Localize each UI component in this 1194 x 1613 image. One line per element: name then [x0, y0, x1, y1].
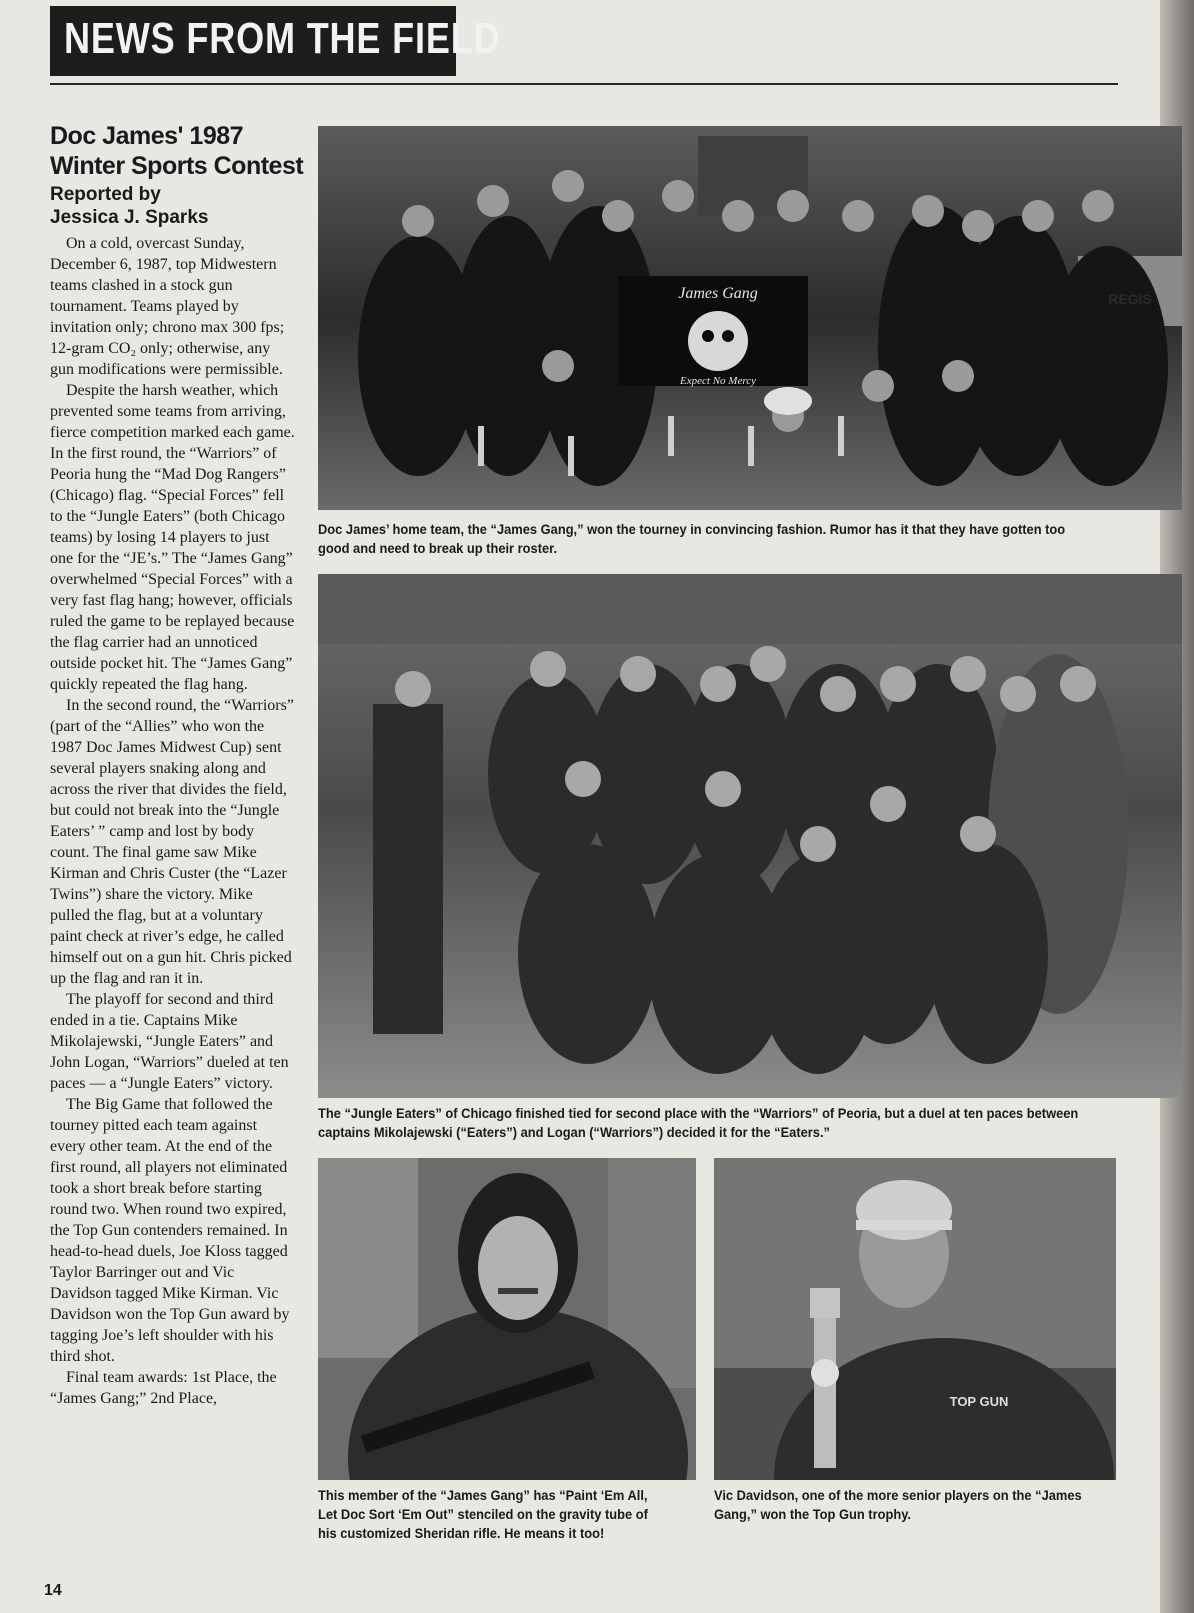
article-headline: Doc James' 1987 Winter Sports Contest — [50, 122, 304, 180]
photo-james-gang-member — [318, 1158, 696, 1480]
header-rule — [50, 83, 1118, 85]
banner-text: James Gang — [678, 285, 758, 302]
page-number: 14 — [44, 1582, 62, 1599]
byline-label: Reported by — [50, 184, 161, 205]
photo3-caption: This member of the “James Gang” has “Paint ‘Em All, Let Doc Sort ‘Em Out” stenciled on the gravity tube of his customized Sheridan rifle. He means it too! — [318, 1487, 648, 1541]
article-body — [50, 233, 296, 1409]
paragraph: In the second round, the “Warriors” (part of the “Allies” who won the 1987 Doc James Midwest Cup) sent several players snaking along and across the river that divides the field, but could not break into the “Jungle Eaters’ ” camp and lost by body count. The final game saw Mike Kirman and Chris Custer (the “Lazer Twins”) share the victory. Mike pulled the flag, but at a voluntary paint check at river’s edge, he called himself out on a gun hit. Chris picked up the flag and ran it in. — [50, 697, 294, 987]
paragraph: The Big Game that followed the tourney pitted each team against every other team. At the end of the first round, all players not eliminated took a short break before starting round two. When round two expired, the Top Gun contenders remained. In head-to-head duels, Joe Kloss tagged Taylor Barringer out and Vic Davidson tagged Mike Kirman. Vic Davidson won the Top Gun award by tagging Joe’s left shoulder with his third shot. — [50, 1096, 290, 1365]
paragraph: Final team awards: 1st Place, the “James Gang;” 2nd Place, — [50, 1369, 277, 1407]
paragraph: On a cold, overcast Sunday, December 6, 1987, top Midwestern teams clashed in a stock gun tournament. Teams played by invitation only; chrono max 300 fps; 12-gram CO₂ only; otherwise, any gun modifications were permissible. — [50, 235, 285, 378]
byline — [50, 183, 320, 229]
patch-text: Expect No Mercy — [680, 375, 756, 387]
photo1-caption: Doc James’ home team, the “James Gang,” won the tourney in convincing fashion. Rumor has it that they have gotten too good and need to break up their roster. — [318, 521, 1066, 556]
paragraph: Despite the harsh weather, which prevented some teams from arriving, fierce competition marked each game. In the first round, the “Warriors” of Peoria hung the “Mad Dog Rangers” (Chicago) flag. “Special Forces” fell to the “Jungle Eaters” (both Chicago teams) by losing 14 players to just one for the “JE’s.” The “James Gang” overwhelmed “Special Forces” with a very fast flag hang; however, officials ruled the game to be replayed because the flag carrier had an unnoticed outside pocket hit. The “James Gang” quickly repeated the flag hang. — [50, 382, 295, 693]
photo4-caption: Vic Davidson, one of the more senior players on the “James Gang,” won the Top Gun trophy. — [714, 1487, 1082, 1522]
photo-jungle-eaters-team — [318, 574, 1182, 1098]
paragraph: The playoff for second and third ended in a tie. Captains Mike Mikolajewski, “Jungle Eaters” and John Logan, “Warriors” dueled at ten paces — a “Jungle Eaters” victory. — [50, 991, 289, 1092]
section-title: NEWS FROM THE FIELD — [64, 14, 501, 63]
photo2-caption: The “Jungle Eaters” of Chicago finished tied for second place with the “Warriors” of Peoria, but a duel at ten paces between captains Mikolajewski (“Eaters”) and Logan (“Warriors”) decided it for the “Eaters.” — [318, 1105, 1079, 1140]
photo-vic-davidson — [714, 1158, 1116, 1480]
byline-name: Jessica J. Sparks — [50, 207, 209, 228]
jacket-text: TOP GUN — [949, 1394, 1009, 1409]
photo-james-gang-team — [318, 126, 1182, 510]
sign-text: REGIS — [1108, 291, 1152, 307]
